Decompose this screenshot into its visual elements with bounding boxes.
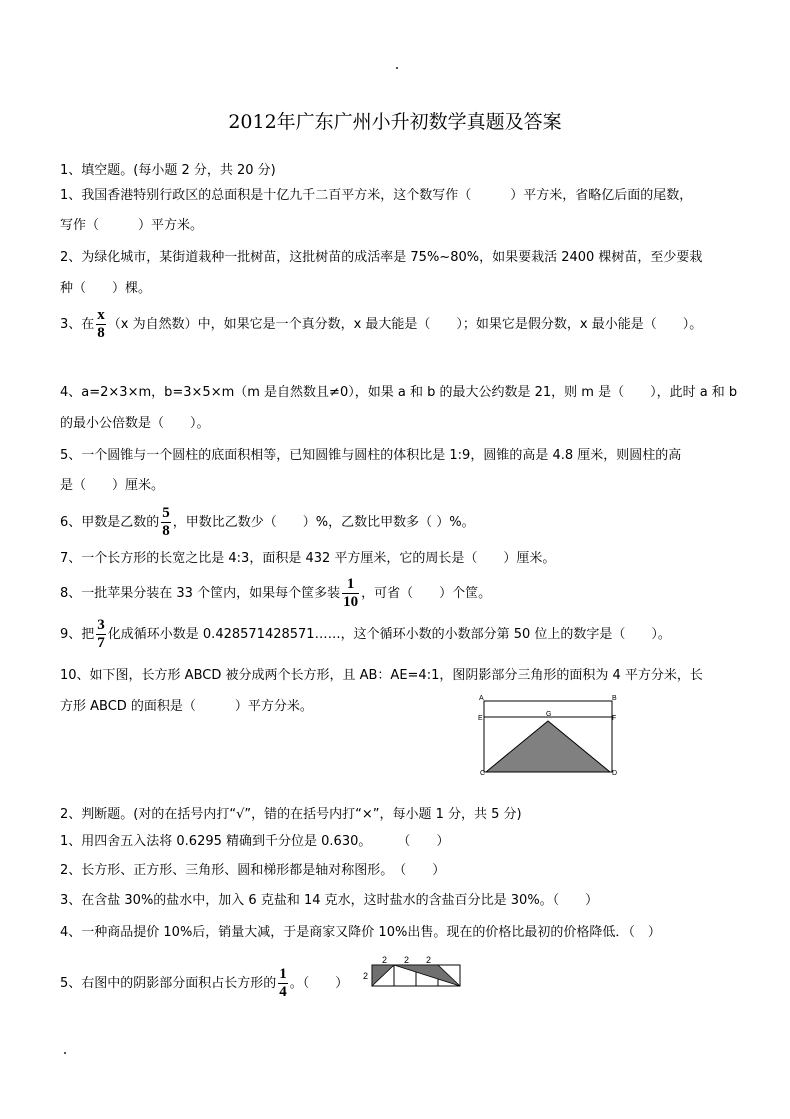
question-1-line-2: 写作（ ）平方米。 bbox=[60, 218, 204, 233]
question-5-line-1: 5、一个圆锥与一个圆柱的底面积相等，已知圆锥与圆柱的体积比是 1:9，圆锥的高是 4.8 厘米，则圆柱的高 bbox=[60, 448, 682, 463]
fraction-denominator: 7 bbox=[97, 635, 105, 651]
question-8 bbox=[60, 577, 491, 611]
judge-question-5-text-post: 。（ ） bbox=[289, 976, 349, 991]
rectangle-abcd-figure bbox=[478, 692, 620, 776]
top-dot bbox=[396, 67, 398, 69]
judge-question-3: 3、在含盐 30%的盐水中，加入 6 克盐和 14 克水，这时盐水的含盐百分比是 30%。（ ） bbox=[60, 893, 599, 908]
question-9 bbox=[60, 618, 671, 652]
fraction-denominator: 4 bbox=[279, 984, 287, 1000]
fraction-3-over-7 bbox=[96, 618, 106, 651]
label-e: E bbox=[478, 715, 483, 722]
question-4-line-2: 的最小公倍数是（ ）。 bbox=[60, 416, 210, 431]
bottom-dot bbox=[64, 1052, 66, 1054]
fraction-1-over-4 bbox=[278, 967, 288, 1000]
question-3-text-pre: 3、在 bbox=[60, 317, 95, 332]
question-3-text-post: （x 为自然数）中，如果它是一个真分数，x 最大能是（ ）；如果它是假分数，x 最小能是（ ）。 bbox=[107, 317, 703, 332]
top-label-1: 2 bbox=[382, 955, 388, 965]
label-d: D bbox=[612, 770, 618, 776]
top-label-3: 2 bbox=[426, 955, 432, 965]
shaded-triangle bbox=[486, 721, 610, 772]
fraction-numerator: 5 bbox=[162, 505, 170, 521]
fraction-denominator: 10 bbox=[343, 594, 359, 610]
question-10-line-2: 方形 ABCD 的面积是（ ）平方分米。 bbox=[60, 699, 313, 714]
question-2-line-1: 2、为绿化城市，某街道栽种一批树苗，这批树苗的成活率是 75%~80%，如果要栽活 2400 棵树苗，至少要栽 bbox=[60, 250, 703, 265]
shaded-rectangle-figure bbox=[362, 954, 464, 988]
question-10-line-1: 10、如下图，长方形 ABCD 被分成两个长方形，且 AB：AE=4:1，图阴影部分三角形的面积为 4 平方分米，长 bbox=[60, 668, 703, 683]
fraction-numerator: 3 bbox=[97, 617, 105, 633]
question-5-line-2: 是（ ）厘米。 bbox=[60, 478, 165, 493]
question-3 bbox=[60, 308, 702, 341]
shaded-region-right bbox=[394, 965, 460, 986]
question-1-line-1: 1、我国香港特别行政区的总面积是十亿九千二百平方米，这个数写作（ ）平方米，省略亿后面的尾数， bbox=[60, 188, 693, 203]
question-6 bbox=[60, 506, 475, 540]
fraction-1-over-10 bbox=[342, 577, 359, 610]
judge-question-1: 1、用四舍五入法将 0.6295 精确到千分位是 0.630。 （ ） bbox=[60, 834, 450, 849]
judge-question-5 bbox=[60, 966, 348, 1002]
fraction-numerator: 1 bbox=[279, 966, 287, 982]
fraction-numerator: 1 bbox=[342, 577, 359, 594]
label-a: A bbox=[479, 695, 484, 702]
side-label: 2 bbox=[363, 971, 369, 981]
question-4-line-1: 4、a=2×3×m，b=3×5×m（m 是自然数且≠0），如果 a 和 b 的最大公约数是 21，则 m 是（ ），此时 a 和 b bbox=[60, 385, 738, 400]
label-g: G bbox=[546, 711, 552, 718]
section2-heading: 2、判断题。(对的在括号内打“√”，错的在括号内打“×”，每小题 1 分，共 5 分) bbox=[60, 807, 522, 822]
fraction-denominator: 8 bbox=[97, 325, 105, 341]
question-6-text-post: ，甲数比乙数少（ ）%，乙数比甲数多（ ）%。 bbox=[172, 515, 475, 530]
question-9-text-pre: 9、把 bbox=[60, 627, 95, 642]
judge-question-5-text-pre: 5、右图中的阴影部分面积占长方形的 bbox=[60, 976, 277, 991]
label-f: F bbox=[612, 715, 617, 722]
fraction-5-over-8 bbox=[161, 506, 171, 539]
section1-heading: 1、填空题。(每小题 2 分，共 20 分) bbox=[60, 163, 276, 178]
fraction-x-over-8 bbox=[96, 308, 106, 341]
question-8-text-pre: 8、一批苹果分装在 33 个筐内，如果每个筐多装 bbox=[60, 586, 341, 601]
question-7: 7、一个长方形的长宽之比是 4:3，面积是 432 平方厘米，它的周长是（ ）厘米。 bbox=[60, 551, 556, 566]
page-title: 2012年广东广州小升初数学真题及答案 bbox=[228, 111, 562, 133]
shaded-region-left bbox=[372, 965, 394, 986]
judge-question-4: 4、一种商品提价 10%后，销量大减，于是商家又降价 10%出售。现在的价格比最初的价格降低．（ ） bbox=[60, 925, 661, 940]
fraction-denominator: 8 bbox=[162, 523, 170, 539]
question-8-text-post: ，可省（ ）个筐。 bbox=[361, 586, 492, 601]
fraction-numerator: x bbox=[97, 307, 105, 323]
top-label-2: 2 bbox=[404, 955, 410, 965]
question-2-line-2: 种（ ）棵。 bbox=[60, 281, 152, 296]
question-9-text-post: 化成循环小数是 0.428571428571……，这个循环小数的小数部分第 50 位上的数字是（ ）。 bbox=[107, 627, 671, 642]
label-b: B bbox=[612, 695, 617, 702]
question-6-text-pre: 6、甲数是乙数的 bbox=[60, 515, 160, 530]
label-c: C bbox=[480, 770, 486, 776]
judge-question-2: 2、长方形、正方形、三角形、圆和梯形都是轴对称图形。 （ ） bbox=[60, 863, 446, 878]
